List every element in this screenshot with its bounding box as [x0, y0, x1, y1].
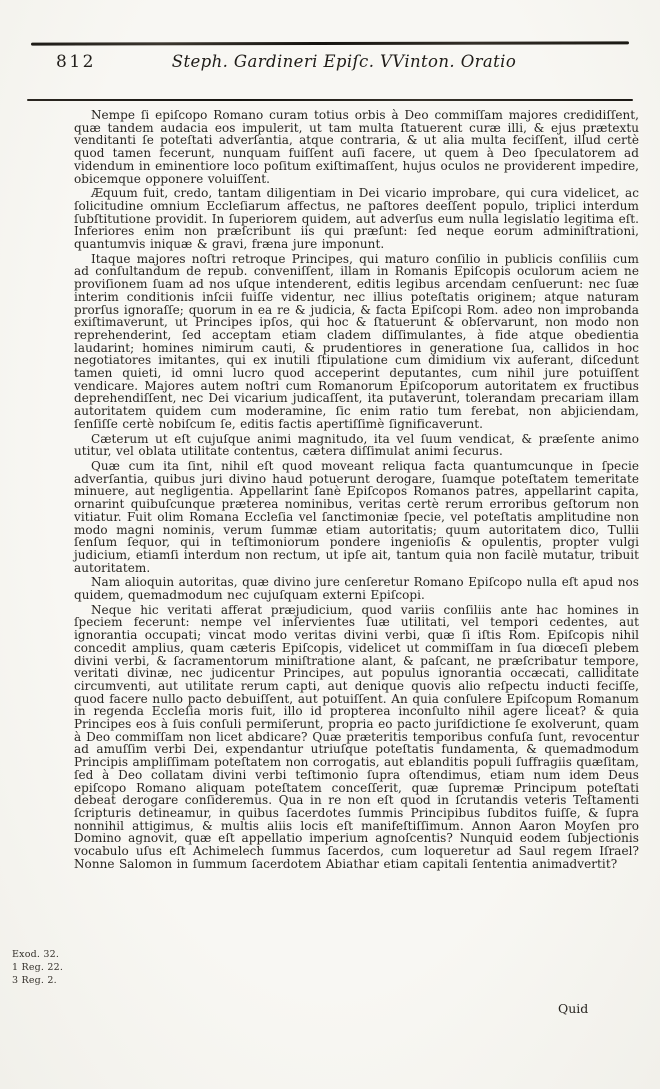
- paragraph-2: Æquum fuit, credo, tantam diligentiam in Dei vicario improbare, qui cura videlicet, ac ſolicitudine omnium Eccleſiarum affectus, ne paſtores deeſſent populo, triplici interdum ſubſtitutione providit. In ſuperiorem quidem, aut adverſus eum nulla legislatio legitima eſt. Inferiores enim non præſcribunt iis qui præſunt: ſed neque eorum adminiſtrationi, quantumvis iniquæ & gravi, fræna jure imponunt.: [74, 186, 639, 252]
- paragraph-4: Cæterum ut eſt cujuſque animi magnitudo, ita vel ſuum vendicat, & præſente animo utitur, vel oblata utilitate contentus, cætera diſſimulat animi ſecurus.: [74, 431, 639, 459]
- catchword: Quid: [558, 1001, 589, 1016]
- margin-note-1-reg: 1 Reg. 22.: [12, 962, 64, 973]
- text-block: [74, 109, 639, 870]
- page-number: 812: [56, 52, 96, 72]
- paragraph-5: Quæ cum ita ſint, nihil eſt quod moveant reliqua facta quantumcunque in ſpecie adverſantia, quibus juri divino haud potuerunt derogare, ſuamque poteſtatem temeritate minuere, aut negligentia. Appellarint ſanè Epiſcopos Romanos patres, appellarint capita, ornarint quibuſcunque præterea nominibus, veritas certè rerum erroribus geſtorum non vitiatur. Fuit olim Romana Eccleſia vel ſanctimoniæ ſpecie, vel poteſtatis amplitudine non modo magni nominis, verum ſummæ etiam autoritatis; quum autoritatem dico, Tullii ſenſum ſequor, qui in teſtimoniorum pondere ingenioſis & opulentis, propter vulgi judicium, etiamſi interdum non rectum, ut ipſe ait, tantum quia non facilè mutatur, tribuit autoritatem.: [74, 458, 639, 575]
- margin-note-3-reg: 3 Reg. 2.: [12, 975, 57, 986]
- page-header: [56, 52, 622, 72]
- paragraph-6: Nam alioquin autoritas, quæ divino jure cenſeretur Romano Epiſcopo nulla eſt apud nos quidem, quemadmodum nec cujuſquam externi Epiſcopi.: [74, 575, 639, 603]
- running-title: Steph. Gardineri Epiſc. VVinton. Oratio: [171, 52, 517, 71]
- paragraph-7: Neque hic veritati afferat præjudicium, quod variis conſiliis ante hac homines in ſpeciem fecerunt: nempe vel inſervientes ſuæ utilitati, vel tempori cedentes, aut ignorantia occupati; vincat modo veritas divini verbi, quæ ſi iſtis Rom. Epiſcopis nihil concedit amplius, quam cæteris Epiſcopis, videlicet ut commiſſam in ſua diœceſi plebem divini verbi, & ſacramentorum miniſtratione alant, & paſcant, ne præſcribatur tempore, veritati divinæ, nec judicentur Principes, aut populus ignorantia occæcati, calliditate circumventi, aut utilitate rerum capti, aut denique quovis alio reſpectu inducti feciſſe, quod facere nullo pacto debuiſſent, aut potuiſſent. An quia conſulere Epiſcopum Romanum in regenda Eccleſia moris fuit, illo id propterea inconſulto nihil agere liceat? & quia Principes eos à ſuis conſuli permiſerunt, propria eo pacto juriſdictione ſe exolverunt, quam à Deo commiſſam non licet abdicare? Quæ præteritis temporibus confuſa ſunt, revocentur ad amuſſim verbi Dei, expendantur utriuſque poteſtatis fundamenta, & quemadmodum Principis ampliſſimam poteſtatem non corrogatis, aut eblanditis populi ſuffragiis quæſitam, ſed à Deo collatam divini verbi teſtimonio ſupra oſtendimus, etiam num idem Deus epiſcopo Romano aliquam poteſtatem conceſſerit, quæ ſupremæ Principum poteſtati debeat derogare conſideremus. Qua in re non eſt quod in ſcrutandis veteris Teſtamenti ſcripturis detineamur, in quibus ſacerdotes ſummis Principibus ſubditos fuiſſe, & ſupra nonnihil attigimus, & multis aliis locis eſt manifeſtiſſimum. Annon Aaron Moyſen pro Domino agnovit, quæ eſt appellatio imperium agnoſcentis? Nunquid eodem ſubjectionis vocabulo uſus eſt Achimelech ſummus ſacerdos, cum loqueretur ad Saul regem Iſrael? Nonne Salomon in ſummum ſacerdotem Abiathar etiam capitali ſententia animadvertit?: [74, 602, 639, 871]
- paragraph-1: Nempe ſi epiſcopo Romano curam totius orbis à Deo commiſſam majores credidiſſent, quæ tandem audacia eos impulerit, ut tam multa ſtatuerent curæ illi, & ejus prætextu venditanti ſe poteſtati adverſantia, atque contraria, & ut alia multa feciſſent, illud certè quod tamen fecerunt, nunquam fuiſſent auſi facere, ut quem à Deo ſpeculatorem ad videndum in eminentiore loco poſitum exiſtimaſſent, hujus oculos ne providerent impedire, obicemque opponere voluiſſent.: [74, 108, 639, 186]
- header-bottom-rule: [27, 99, 633, 101]
- margin-note-exodus: Exod. 32.: [12, 949, 60, 960]
- marginal-notes: [12, 948, 70, 987]
- paragraph-3: Itaque majores noſtri retroque Principes, qui maturo conſilio in publicis conſiliis cum ad conſultandum de repub. conveniſſent, illam in Romanis Epiſcopis oculorum aciem ne proviſionem ſuam ad nos uſque intenderent, editis legibus arcendam cenſuerunt: nec ſuæ interim conditionis inſcii fuiſſe videntur, nec illius poteſtatis originem; atque naturam prorſus ignoraſſe; quorum in ea re & judicia, & facta Epiſcopi Rom. adeo non improbanda exiſtimaverunt, ut Principes ipſos, qui hoc & ſtatuerunt & obſervarunt, non modo non reprehenderint, ſed acceptam etiam cladem diſſimulantes, à fide atque obedientia laudarint; homines nimirum cauti, & prudentiores in generatione ſua, callidos in hoc negotiatores imitantes, qui ex inutili ſtipulatione cum dimidium vix auferant, diſcedunt tamen quieti, id omni lucro quod acceperint deputantes, cum nihil jure potuiſſent vendicare. Majores autem noſtri cum Romanorum Epiſcoporum autoritatem ex fructibus deprehendiſſent, nec Dei vicarium judicaſſent, ita putaverunt, tolerandam precariam illam autoritatem quidem cum moderamine, ſic enim ratio tum ferebat, non abjiciendam, ſenſiſſe certè nobiſcum ſe, editis factis apertiſſimè ſignificaverunt.: [74, 251, 639, 431]
- header-top-rule: [31, 41, 629, 45]
